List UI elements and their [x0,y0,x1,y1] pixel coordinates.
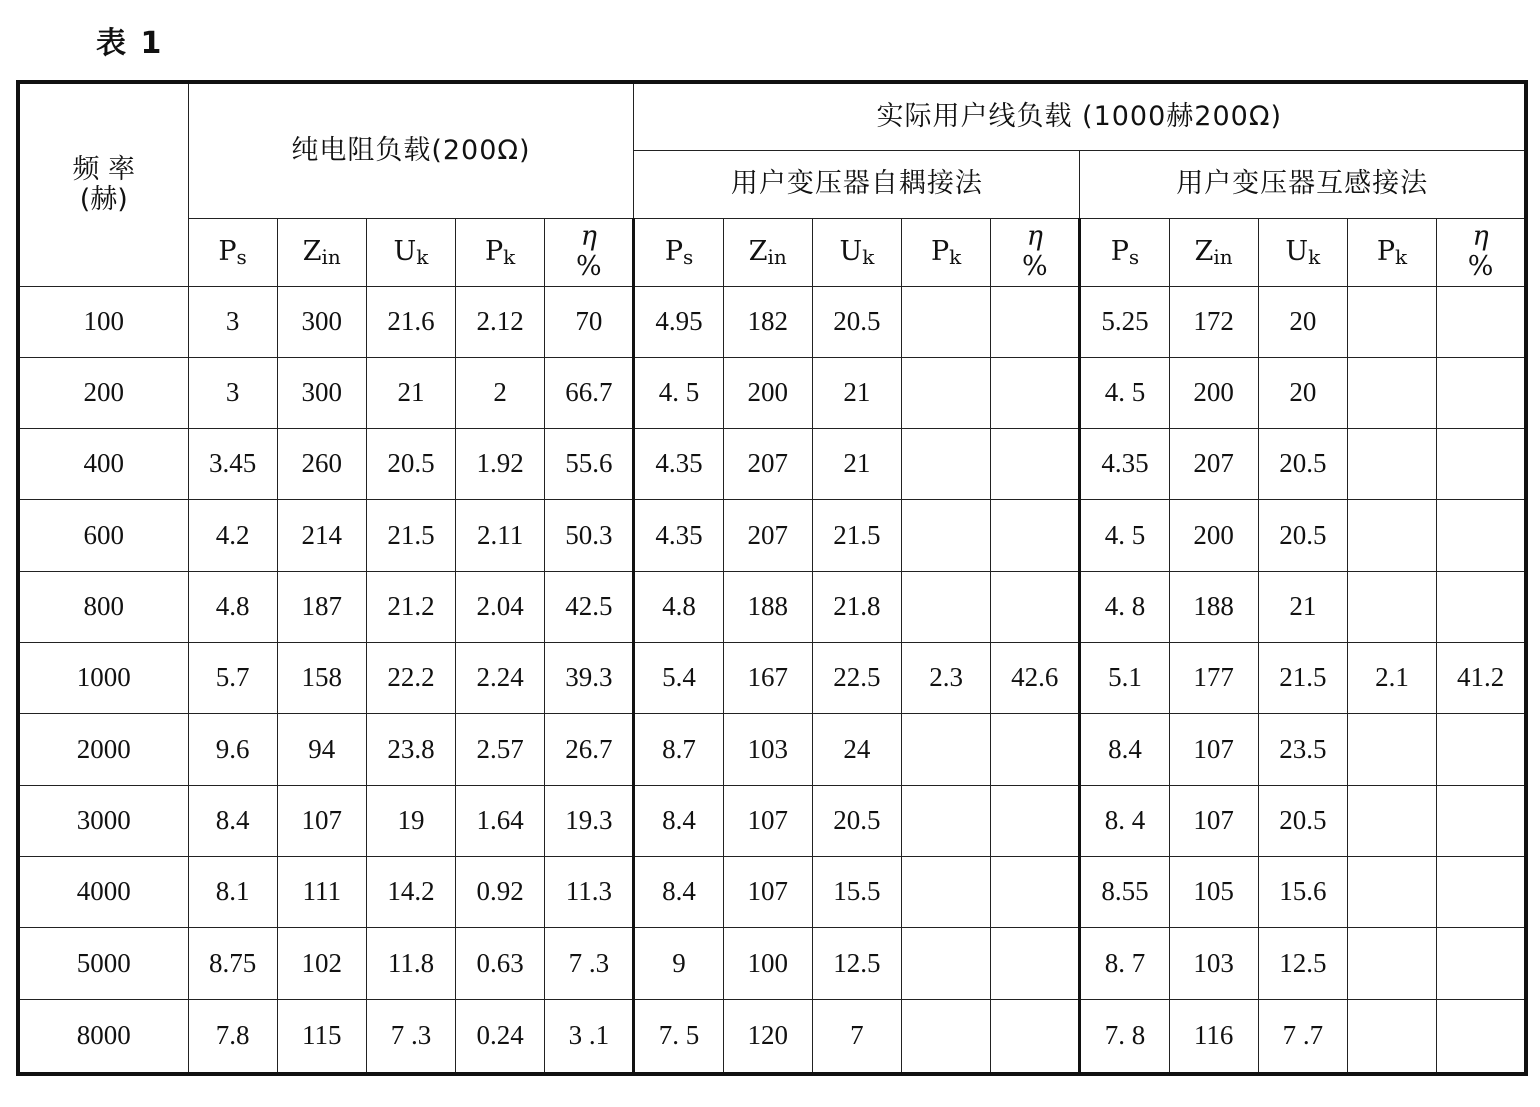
empty-cell [902,785,991,856]
value-cell: 187 [277,571,366,642]
frequency-cell: 600 [18,500,188,571]
symbol-subscript: k [416,244,429,269]
empty-cell [1347,714,1436,785]
value-cell: 11.8 [366,928,455,999]
empty-cell [902,571,991,642]
value-cell: 7 .3 [366,999,455,1074]
value-cell: 188 [723,571,812,642]
value-cell: 7 .3 [545,928,634,999]
empty-cell [1437,928,1526,999]
efficiency-percent-header [545,218,634,286]
symbol-header-ps [634,218,723,286]
table-row [18,429,1526,500]
empty-cell [1347,571,1436,642]
value-cell: 20.5 [812,286,901,357]
empty-cell [991,429,1080,500]
symbol-base: Z [1194,235,1214,267]
empty-cell [1437,857,1526,928]
symbol-subscript: k [1308,244,1321,269]
value-cell: 7. 5 [634,999,723,1074]
symbol-subscript: in [767,244,787,269]
value-cell: 8. 7 [1080,928,1169,999]
value-cell: 200 [1169,357,1258,428]
value-cell: 3.45 [188,429,277,500]
value-cell: 4. 5 [1080,500,1169,571]
table-row [18,714,1526,785]
table-row [18,500,1526,571]
empty-cell [1347,999,1436,1074]
empty-cell [991,571,1080,642]
empty-cell [1437,357,1526,428]
value-cell: 107 [723,785,812,856]
empty-cell [1437,571,1526,642]
value-cell: 8.1 [188,857,277,928]
value-cell: 21.5 [366,500,455,571]
value-cell: 158 [277,643,366,714]
value-cell: 7. 8 [1080,999,1169,1074]
symbol-base: P [1110,235,1129,267]
symbol-base: Z [302,235,322,267]
frequency-cell: 1000 [18,643,188,714]
value-cell: 2.24 [456,643,545,714]
symbol-header-pk [456,218,545,286]
symbol-subscript: in [1213,244,1233,269]
value-cell: 4.35 [1080,429,1169,500]
value-cell: 8.7 [634,714,723,785]
table-row [18,643,1526,714]
empty-cell [1347,928,1436,999]
value-cell: 4.35 [634,500,723,571]
percent-symbol: % [576,251,602,282]
symbol-base: P [930,235,950,267]
value-cell: 8.4 [634,785,723,856]
value-cell: 300 [277,357,366,428]
table-row [18,357,1526,428]
value-cell: 7 [812,999,901,1074]
empty-cell [991,857,1080,928]
value-cell: 94 [277,714,366,785]
frequency-cell: 8000 [18,999,188,1074]
value-cell: 21.6 [366,286,455,357]
symbol-base: U [393,235,417,267]
value-cell: 102 [277,928,366,999]
value-cell: 3 .1 [545,999,634,1074]
eta-symbol: η [580,221,597,253]
frequency-header-unit: (赫) [79,183,128,215]
empty-cell [1347,286,1436,357]
value-cell: 22.2 [366,643,455,714]
value-cell: 21.2 [366,571,455,642]
symbol-header-zin [723,218,812,286]
actual-load-header: 实际用户线负载 (1000赫200Ω) [634,82,1526,150]
value-cell: 103 [1169,928,1258,999]
empty-cell [1347,429,1436,500]
value-cell: 21 [812,357,901,428]
value-cell: 19 [366,785,455,856]
empty-cell [902,500,991,571]
symbol-base: P [485,235,504,267]
table-body [18,286,1526,1074]
value-cell: 15.5 [812,857,901,928]
symbol-base: P [1376,235,1396,267]
value-cell: 39.3 [545,643,634,714]
symbol-header-pk [1347,218,1436,286]
value-cell: 12.5 [1258,928,1347,999]
value-cell: 20.5 [1258,785,1347,856]
table-row [18,999,1526,1074]
value-cell: 70 [545,286,634,357]
empty-cell [902,357,991,428]
value-cell: 4.8 [634,571,723,642]
value-cell: 105 [1169,857,1258,928]
value-cell: 15.6 [1258,857,1347,928]
symbol-header-uk [366,218,455,286]
value-cell: 5.25 [1080,286,1169,357]
value-cell: 8.75 [188,928,277,999]
value-cell: 66.7 [545,357,634,428]
value-cell: 111 [277,857,366,928]
empty-cell [1437,999,1526,1074]
table-row [18,928,1526,999]
table-caption: 表 1 [96,26,164,61]
value-cell: 5.7 [188,643,277,714]
value-cell: 11.3 [545,857,634,928]
value-cell: 21.5 [812,500,901,571]
empty-cell [991,785,1080,856]
value-cell: 42.5 [545,571,634,642]
value-cell: 300 [277,286,366,357]
empty-cell [1437,286,1526,357]
empty-cell [991,928,1080,999]
value-cell: 0.24 [456,999,545,1074]
value-cell: 214 [277,500,366,571]
symbol-header-row [18,218,1526,286]
efficiency-percent-header [991,218,1080,286]
frequency-cell: 3000 [18,785,188,856]
symbol-base: P [218,235,237,267]
value-cell: 107 [277,785,366,856]
value-cell: 2.57 [456,714,545,785]
value-cell: 21.5 [1258,643,1347,714]
empty-cell [1347,857,1436,928]
percent-symbol: % [1021,251,1048,282]
empty-cell [902,999,991,1074]
value-cell: 50.3 [545,500,634,571]
auto-coupled-header: 用户变压器自耦接法 [634,150,1080,218]
percent-symbol: % [1467,251,1494,282]
value-cell: 182 [723,286,812,357]
symbol-subscript: s [682,244,694,269]
value-cell: 21 [366,357,455,428]
value-cell: 5.1 [1080,643,1169,714]
data-table-container [16,80,1528,1076]
table-row [18,785,1526,856]
value-cell: 9 [634,928,723,999]
value-cell: 20.5 [1258,429,1347,500]
frequency-cell: 400 [18,429,188,500]
value-cell: 9.6 [188,714,277,785]
eta-symbol: η [1026,221,1043,253]
value-cell: 4.35 [634,429,723,500]
value-cell: 2.1 [1347,643,1436,714]
value-cell: 8.4 [634,857,723,928]
symbol-header-ps [1080,218,1169,286]
value-cell: 19.3 [545,785,634,856]
value-cell: 1.64 [456,785,545,856]
value-cell: 200 [1169,500,1258,571]
symbol-subscript: k [503,244,516,269]
table-row [18,286,1526,357]
empty-cell [902,429,991,500]
value-cell: 7.8 [188,999,277,1074]
value-cell: 2.12 [456,286,545,357]
value-cell: 7 .7 [1258,999,1347,1074]
empty-cell [991,714,1080,785]
value-cell: 3 [188,286,277,357]
empty-cell [1347,785,1436,856]
value-cell: 120 [723,999,812,1074]
symbol-header-uk [812,218,901,286]
frequency-header-label: 频 率 [72,154,136,186]
empty-cell [1437,500,1526,571]
empty-cell [991,286,1080,357]
value-cell: 23.5 [1258,714,1347,785]
value-cell: 188 [1169,571,1258,642]
empty-cell [902,286,991,357]
value-cell: 0.63 [456,928,545,999]
symbol-subscript: s [236,244,247,269]
value-cell: 4. 5 [1080,357,1169,428]
value-cell: 2.3 [902,643,991,714]
data-table [16,80,1528,1076]
symbol-subscript: k [862,244,875,269]
empty-cell [1347,357,1436,428]
symbol-base: U [1285,235,1309,267]
value-cell: 20 [1258,286,1347,357]
value-cell: 115 [277,999,366,1074]
value-cell: 177 [1169,643,1258,714]
value-cell: 200 [723,357,812,428]
value-cell: 207 [723,429,812,500]
table-row [18,571,1526,642]
symbol-header-uk [1258,218,1347,286]
resistive-load-header: 纯电阻负载(200Ω) [188,82,634,218]
frequency-cell: 200 [18,357,188,428]
value-cell: 107 [1169,785,1258,856]
empty-cell [1437,429,1526,500]
empty-cell [902,928,991,999]
value-cell: 24 [812,714,901,785]
value-cell: 107 [723,857,812,928]
symbol-header-zin [1169,218,1258,286]
symbol-subscript: s [1128,244,1140,269]
value-cell: 167 [723,643,812,714]
value-cell: 21 [1258,571,1347,642]
empty-cell [902,857,991,928]
value-cell: 22.5 [812,643,901,714]
frequency-cell: 2000 [18,714,188,785]
value-cell: 2 [456,357,545,428]
symbol-base: U [839,235,863,267]
value-cell: 55.6 [545,429,634,500]
frequency-cell: 4000 [18,857,188,928]
value-cell: 4. 5 [634,357,723,428]
mutual-inductance-header: 用户变压器互感接法 [1080,150,1526,218]
value-cell: 20.5 [1258,500,1347,571]
symbol-header-zin [277,218,366,286]
value-cell: 107 [1169,714,1258,785]
value-cell: 23.8 [366,714,455,785]
empty-cell [1347,500,1436,571]
value-cell: 8.55 [1080,857,1169,928]
value-cell: 207 [1169,429,1258,500]
empty-cell [991,500,1080,571]
value-cell: 2.04 [456,571,545,642]
value-cell: 8.4 [188,785,277,856]
table-row [18,857,1526,928]
frequency-cell: 100 [18,286,188,357]
symbol-subscript: in [321,244,341,269]
value-cell: 20.5 [366,429,455,500]
value-cell: 42.6 [991,643,1080,714]
eta-symbol: η [1472,221,1489,253]
symbol-base: Z [748,235,768,267]
value-cell: 3 [188,357,277,428]
symbol-subscript: k [1395,244,1408,269]
symbol-base: P [664,235,683,267]
frequency-header [18,82,188,286]
value-cell: 116 [1169,999,1258,1074]
value-cell: 8. 4 [1080,785,1169,856]
frequency-cell: 800 [18,571,188,642]
value-cell: 26.7 [545,714,634,785]
empty-cell [902,714,991,785]
symbol-header-pk [902,218,991,286]
symbol-subscript: k [949,244,962,269]
value-cell: 20 [1258,357,1347,428]
value-cell: 20.5 [812,785,901,856]
efficiency-percent-header [1437,218,1526,286]
value-cell: 100 [723,928,812,999]
value-cell: 4. 8 [1080,571,1169,642]
empty-cell [1437,785,1526,856]
value-cell: 172 [1169,286,1258,357]
value-cell: 4.8 [188,571,277,642]
value-cell: 21.8 [812,571,901,642]
value-cell: 4.2 [188,500,277,571]
symbol-header-ps [188,218,277,286]
value-cell: 41.2 [1437,643,1526,714]
frequency-cell: 5000 [18,928,188,999]
value-cell: 103 [723,714,812,785]
value-cell: 5.4 [634,643,723,714]
empty-cell [991,357,1080,428]
value-cell: 21 [812,429,901,500]
value-cell: 0.92 [456,857,545,928]
value-cell: 4.95 [634,286,723,357]
value-cell: 14.2 [366,857,455,928]
value-cell: 12.5 [812,928,901,999]
value-cell: 1.92 [456,429,545,500]
value-cell: 260 [277,429,366,500]
empty-cell [991,999,1080,1074]
empty-cell [1437,714,1526,785]
value-cell: 207 [723,500,812,571]
value-cell: 2.11 [456,500,545,571]
value-cell: 8.4 [1080,714,1169,785]
